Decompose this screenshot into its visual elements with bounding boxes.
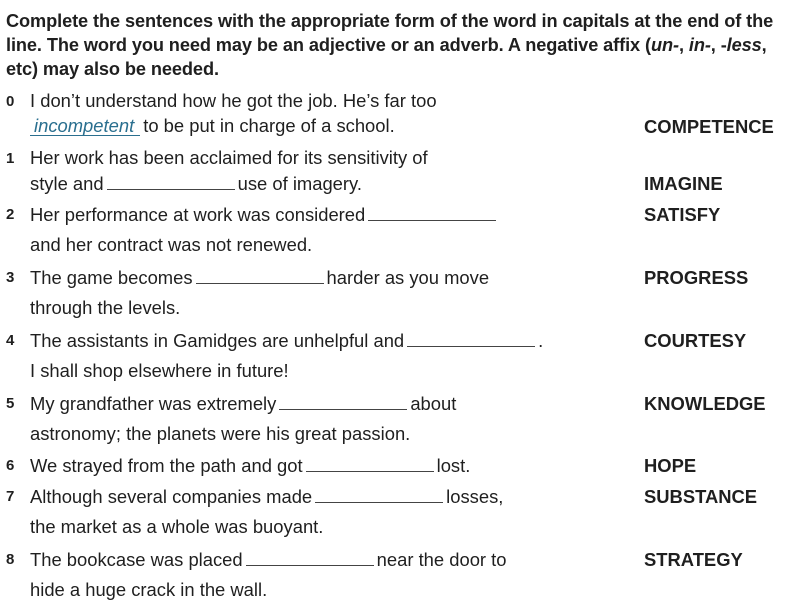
item-text: hide a huge crack in the wall. <box>30 579 268 600</box>
item-text: the market as a whole was buoyant. <box>30 516 324 537</box>
item-number: 7 <box>6 488 15 505</box>
item-text-after: losses, <box>446 486 504 507</box>
item-text <box>30 329 543 352</box>
item-text-after: use of imagery. <box>237 173 362 194</box>
item-text-after: lost. <box>436 455 471 476</box>
keyword: IMAGINE <box>644 173 723 194</box>
item-text-after: near the door to <box>376 549 507 570</box>
item-number: 0 <box>6 93 15 110</box>
item-text-before: Her performance at work was considered <box>30 204 366 225</box>
keyword: STRATEGY <box>644 549 743 570</box>
item-number: 5 <box>6 395 15 412</box>
item-number: 6 <box>6 457 15 474</box>
instructions <box>6 9 796 81</box>
item-text-before: We strayed from the path and got <box>30 455 303 476</box>
instructions-separator: , - <box>710 35 727 55</box>
item-number: 8 <box>6 551 15 568</box>
item-text-after: to be put in charge of a school. <box>143 115 395 136</box>
keyword: SATISFY <box>644 204 721 225</box>
keyword: HOPE <box>644 455 697 476</box>
item-number: 1 <box>6 150 15 167</box>
answer-blank[interactable] <box>315 485 443 503</box>
item-number: 3 <box>6 269 15 286</box>
keyword: COMPETENCE <box>644 116 774 137</box>
item-text-before: style and <box>30 173 104 194</box>
answer-blank[interactable] <box>407 329 535 347</box>
item-text <box>30 548 507 571</box>
keyword: PROGRESS <box>644 267 749 288</box>
item-number: 2 <box>6 206 15 223</box>
item-text-before: My grandfather was extremely <box>30 393 277 414</box>
item-number: 4 <box>6 332 15 349</box>
keyword: KNOWLEDGE <box>644 393 766 414</box>
item-text <box>30 172 362 195</box>
affix-un: un- <box>650 35 679 55</box>
item-text-before: The game becomes <box>30 267 193 288</box>
answer-blank[interactable] <box>279 392 407 410</box>
item-text-before: Although several companies made <box>30 486 313 507</box>
answer-blank[interactable] <box>196 266 324 284</box>
item-text: Her work has been acclaimed for its sensitivity of <box>30 147 428 168</box>
instructions-text-end: , etc) may also be needed. <box>6 35 767 79</box>
item-text: and her contract was not renewed. <box>30 234 313 255</box>
item-text-after: about <box>410 393 457 414</box>
item-text-after: . <box>538 330 544 351</box>
item-text-after: harder as you move <box>326 267 490 288</box>
item-text <box>30 392 456 415</box>
item-text <box>30 115 395 137</box>
answer-blank[interactable] <box>368 203 496 221</box>
item-text <box>30 454 470 477</box>
keyword: COURTESY <box>644 330 747 351</box>
item-text <box>30 485 503 508</box>
answer-blank[interactable] <box>306 454 434 472</box>
item-text-before: The bookcase was placed <box>30 549 243 570</box>
example-answer: incompetent <box>30 116 140 136</box>
instructions-text: Complete the sentences with the appropriate form of the word in capitals at the end of the line. The word you need may be an adjective or an adverb. A negative affix ( <box>6 11 774 55</box>
item-text-before: The assistants in Gamidges are unhelpful and <box>30 330 405 351</box>
item-text: through the levels. <box>30 297 181 318</box>
item-text <box>30 266 489 289</box>
item-text: I shall shop elsewhere in future! <box>30 360 289 381</box>
answer-blank[interactable] <box>246 548 374 566</box>
answer-blank[interactable] <box>107 172 235 190</box>
item-text: I don’t understand how he got the job. He’s far too <box>30 90 437 111</box>
item-text <box>30 203 499 226</box>
affix-in: in- <box>688 35 711 55</box>
keyword: SUBSTANCE <box>644 486 758 507</box>
affix-less: less <box>726 35 762 55</box>
instructions-separator: , <box>678 35 689 55</box>
item-text: astronomy; the planets were his great passion. <box>30 423 411 444</box>
